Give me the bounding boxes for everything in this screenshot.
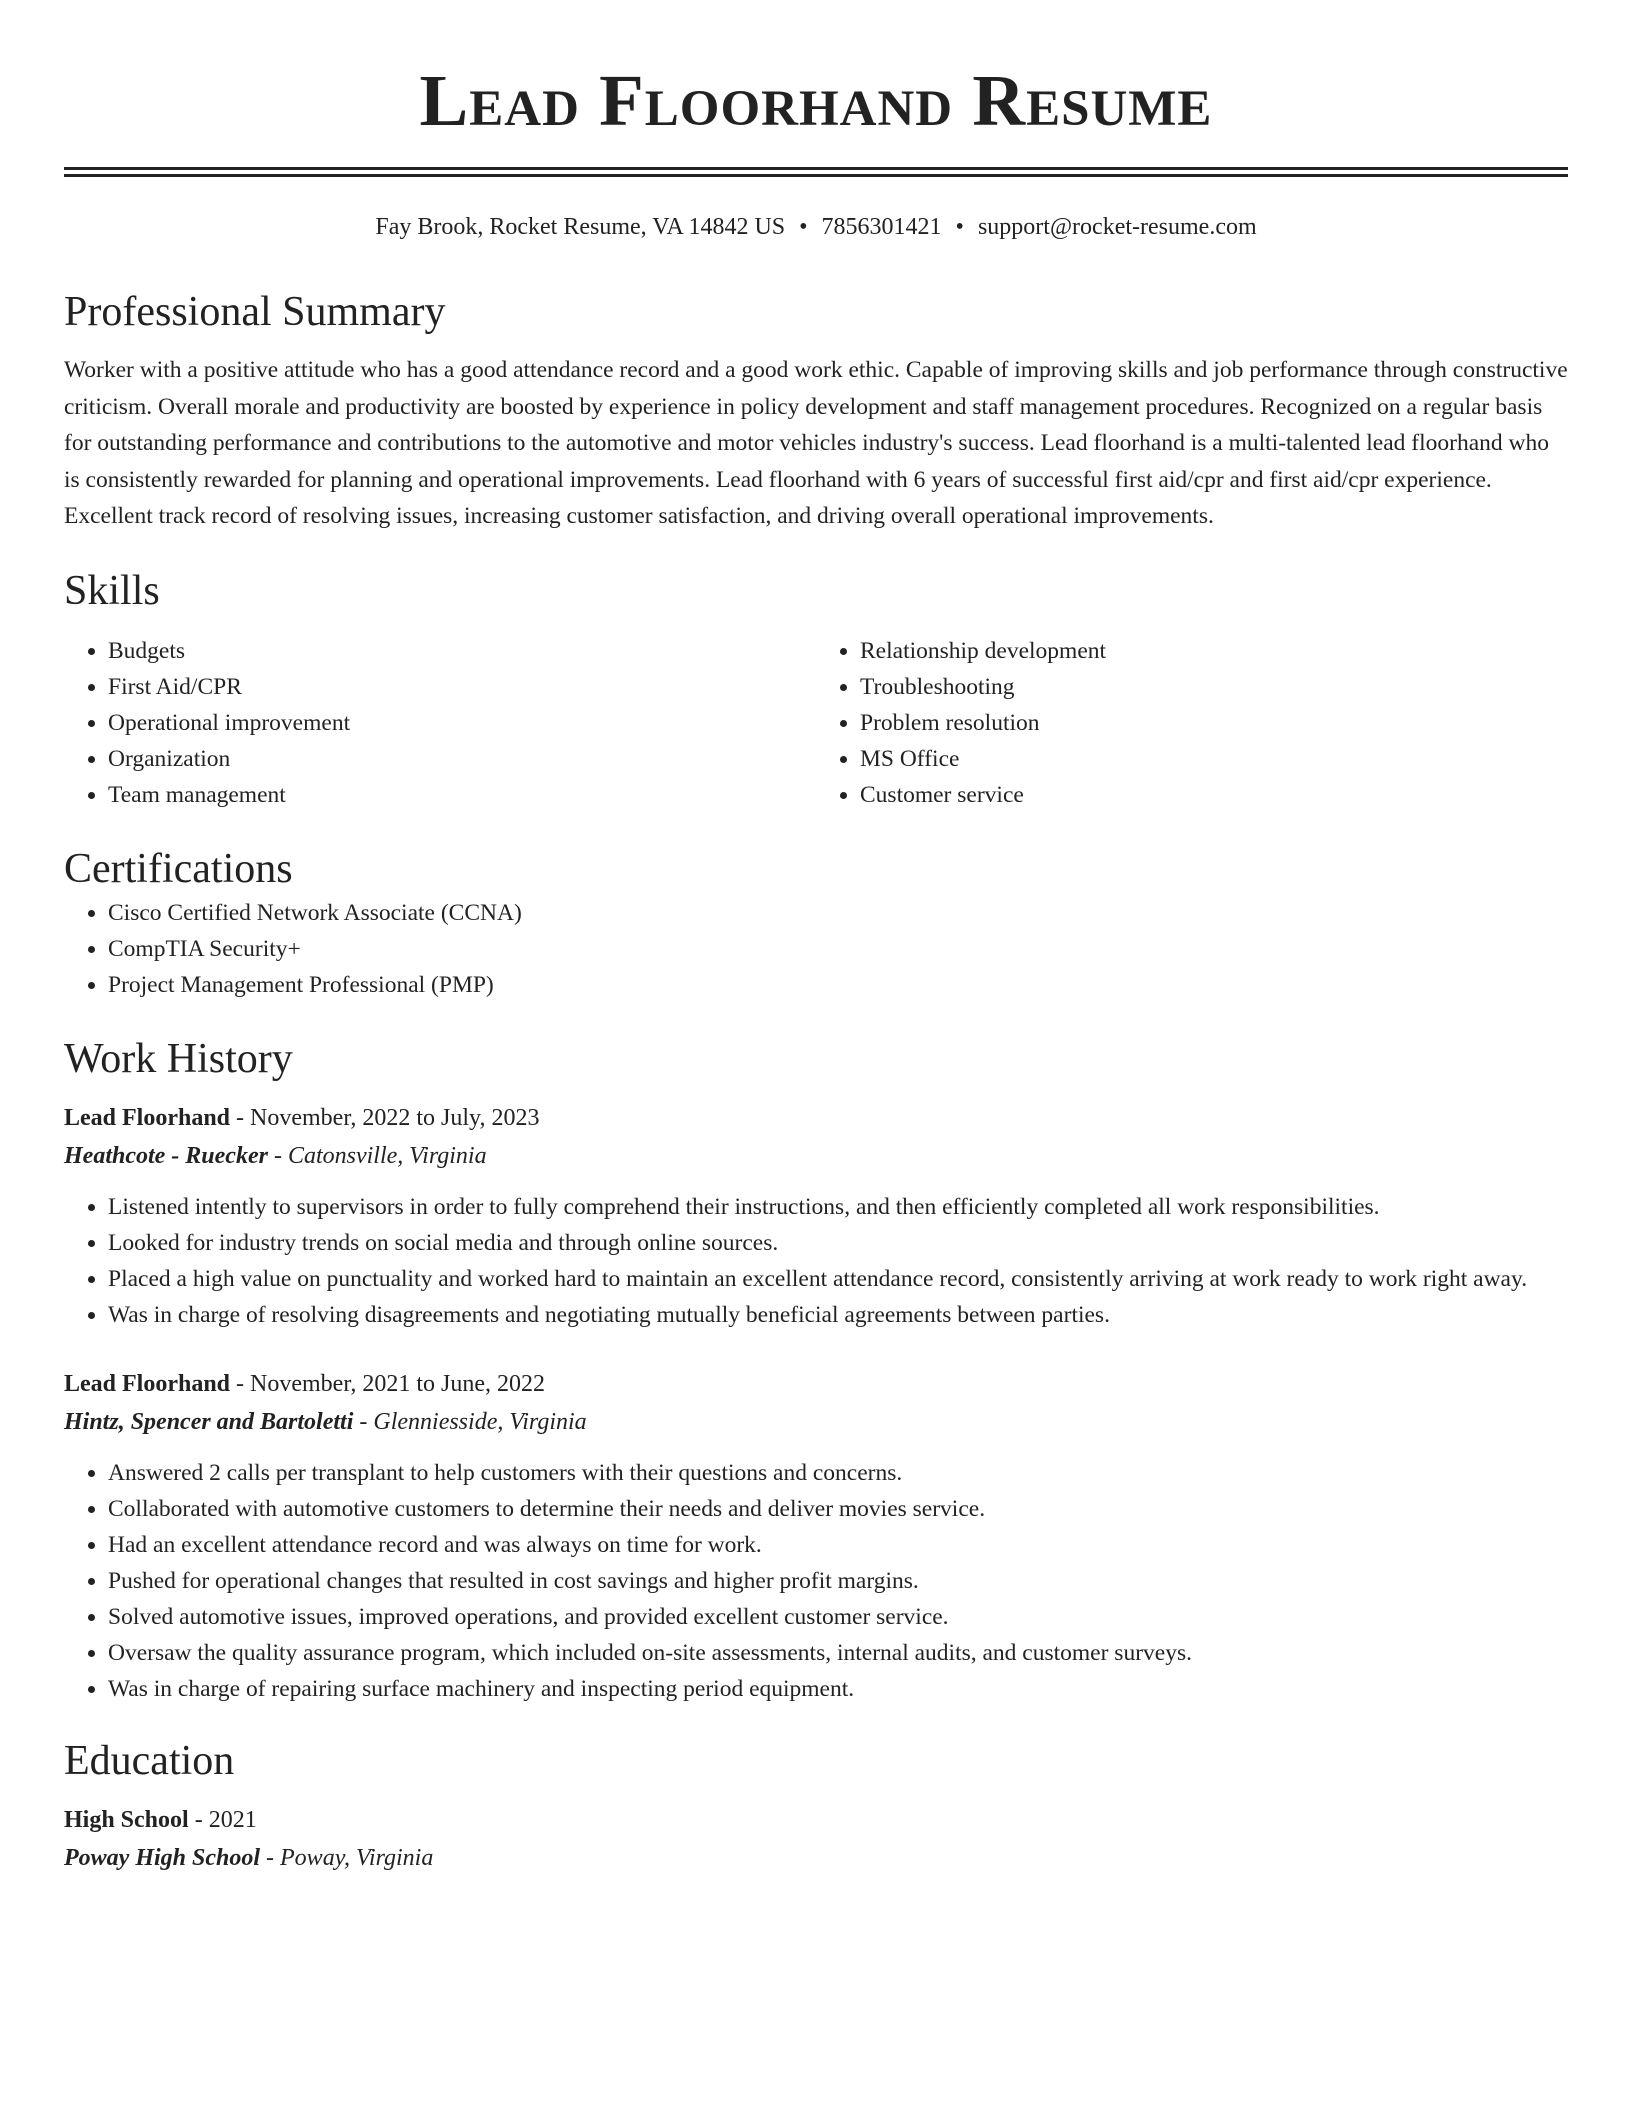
education-section xyxy=(64,1735,1568,1877)
summary-section xyxy=(64,286,1568,535)
job-company: Heathcote - Ruecker xyxy=(64,1142,268,1169)
skills-list-left xyxy=(64,633,816,813)
certifications-heading: Certifications xyxy=(64,845,293,892)
education-location: - Poway, Virginia xyxy=(260,1844,434,1871)
education-degree: High School xyxy=(64,1806,189,1833)
contact-separator: • xyxy=(799,214,808,240)
skill-item: • Operational improvement xyxy=(108,705,816,741)
education-entry xyxy=(64,1801,1568,1877)
resume-title: Lead Floorhand Resume xyxy=(419,60,1213,141)
title-divider xyxy=(64,167,1568,177)
job-duty: • Was in charge of repairing surface machinery and inspecting period equipment. xyxy=(108,1671,1568,1707)
certifications-list xyxy=(64,895,1568,1003)
contact-address: Fay Brook, Rocket Resume, VA 14842 US xyxy=(375,214,786,240)
contact-separator: • xyxy=(955,214,964,240)
job-duty: • Looked for industry trends on social media and through online sources. xyxy=(108,1225,1568,1261)
job-duties xyxy=(64,1189,1568,1333)
job-dates: - November, 2021 to June, 2022 xyxy=(230,1370,546,1397)
work-history-heading: Work History xyxy=(64,1035,293,1082)
job-duties xyxy=(64,1455,1568,1707)
work-history-section xyxy=(64,1033,1568,1707)
skills-list-right xyxy=(816,633,1568,813)
skills-heading: Skills xyxy=(64,567,160,614)
skill-item: • Team management xyxy=(108,777,816,813)
education-header xyxy=(64,1801,1568,1839)
job-duty: • Answered 2 calls per transplant to help customers with their questions and concerns. xyxy=(108,1455,1568,1491)
education-year: - 2021 xyxy=(188,1806,257,1833)
job-duty: • Pushed for operational changes that resulted in cost savings and higher profit margins. xyxy=(108,1563,1568,1599)
job-duty: • Had an excellent attendance record and was always on time for work. xyxy=(108,1527,1568,1563)
job-dates: - November, 2022 to July, 2023 xyxy=(230,1104,540,1131)
job-duty: • Was in charge of resolving disagreements and negotiating mutually beneficial agreements between parties. xyxy=(108,1297,1568,1333)
certifications-section xyxy=(64,843,1568,1003)
skill-item: • Customer service xyxy=(860,777,1568,813)
job-duty: • Placed a high value on punctuality and worked hard to maintain an excellent attendance record, consistently arriving at work ready to work right away. xyxy=(108,1261,1568,1297)
skill-item: • Troubleshooting xyxy=(860,669,1568,705)
skill-item: • Relationship development xyxy=(860,633,1568,669)
job-header xyxy=(64,1365,1568,1403)
education-school: Poway High School xyxy=(64,1844,261,1871)
job-duty: • Listened intently to supervisors in order to fully comprehend their instructions, and then efficiently completed all work responsibilities. xyxy=(108,1189,1568,1225)
summary-text: Worker with a positive attitude who has a good attendance record and a good work ethic. Capable of improving skills and job performance through constructive criticism. Overall morale and productivity are boosted by experience in policy development and staff management procedures. Recognized on a regular basis for outstanding performance and contributions to the automotive and motor vehicles industry's success. Lead floorhand is a multi-talented lead floorhand who is consistently rewarded for planning and operational improvements. Lead floorhand with 6 years of successful first aid/cpr and first aid/cpr experience. Excellent track record of resolving issues, increasing customer satisfaction, and driving overall operational improvements. xyxy=(64,357,1568,529)
contact-phone: 7856301421 xyxy=(821,214,942,240)
job-title: Lead Floorhand xyxy=(64,1104,231,1131)
education-school-line xyxy=(64,1839,1568,1877)
contact-line xyxy=(64,212,1568,242)
summary-heading: Professional Summary xyxy=(64,289,446,335)
job-location: - Catonsville, Virginia xyxy=(267,1142,487,1169)
education-heading: Education xyxy=(64,1737,235,1784)
skill-item: • Budgets xyxy=(108,633,816,669)
skills-grid xyxy=(64,633,1568,813)
job-header xyxy=(64,1099,1568,1137)
skills-section xyxy=(64,565,1568,813)
job-employer xyxy=(64,1403,1568,1441)
skill-item: • MS Office xyxy=(860,741,1568,777)
job-entry xyxy=(64,1099,1568,1333)
job-duty: • Collaborated with automotive customers to determine their needs and deliver movies service. xyxy=(108,1491,1568,1527)
job-company: Hintz, Spencer and Bartoletti xyxy=(64,1408,354,1435)
skill-item: • First Aid/CPR xyxy=(108,669,816,705)
job-entry xyxy=(64,1365,1568,1707)
contact-email: support@rocket-resume.com xyxy=(977,214,1257,240)
job-title: Lead Floorhand xyxy=(64,1370,231,1397)
job-duty: • Solved automotive issues, improved operations, and provided excellent customer service. xyxy=(108,1599,1568,1635)
job-duty: • Oversaw the quality assurance program, which included on-site assessments, internal audits, and customer surveys. xyxy=(108,1635,1568,1671)
certification-item: • Cisco Certified Network Associate (CCNA) xyxy=(108,895,1568,931)
job-location: - Glenniesside, Virginia xyxy=(353,1408,587,1435)
skill-item: • Organization xyxy=(108,741,816,777)
certification-item: • CompTIA Security+ xyxy=(108,931,1568,967)
certification-item: • Project Management Professional (PMP) xyxy=(108,967,1568,1003)
job-employer xyxy=(64,1137,1568,1175)
skill-item: • Problem resolution xyxy=(860,705,1568,741)
